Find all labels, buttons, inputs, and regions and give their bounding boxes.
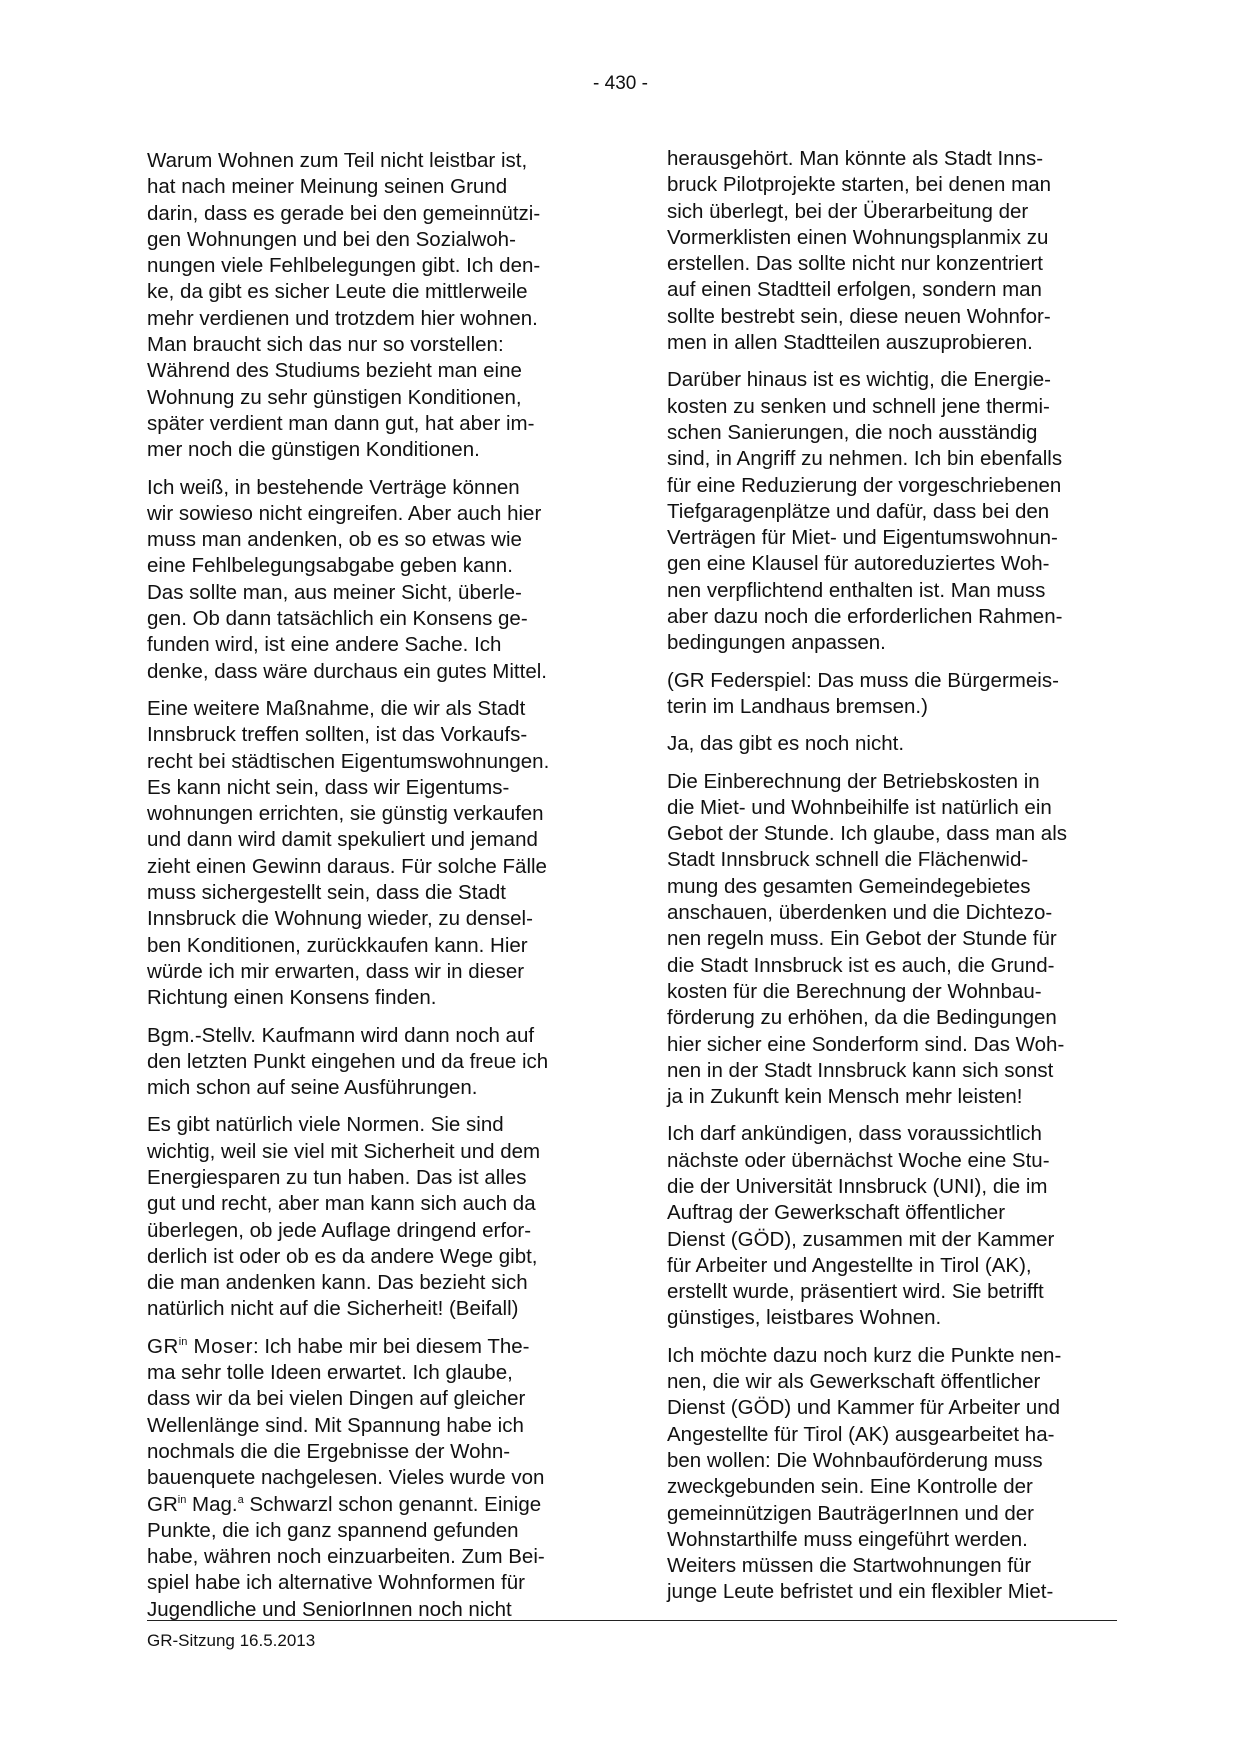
interjection: (GR Federspiel: Das muss die Bürgermeis- terin im Landhaus bremsen.) <box>667 668 1059 718</box>
paragraph: Es gibt natürlich viele Normen. Sie sind wichtig, weil sie viel mit Sicherheit und dem Energiesparen zu tun haben. Das ist alles gut und recht, aber man kann sich auch da überlegen, ob jede Auflage dringend erfor- derlich ist oder ob es da andere Wege gibt, die man andenken kann. Das bezieht sich natürlich nicht auf die Sicherheit! (Beifall) <box>147 1113 541 1321</box>
speaker-name: Moser <box>187 1334 253 1358</box>
reference-title: GR <box>147 1492 178 1516</box>
reference-mag-suffix: a <box>237 1493 244 1506</box>
reference-mag: Mag. <box>186 1492 238 1516</box>
paragraph: Warum Wohnen zum Teil nicht leistbar ist, hat nach meiner Meinung seinen Grund darin, dass es gerade bei den gemeinnützi- gen Wohnungen und bei den Sozialwoh- nungen viele Fehlbelegungen gibt. Ich den- ke, da gibt es sicher Leute die mittlerweile mehr verdienen und trotzdem hier wohnen. Man braucht sich das nur so vorstellen: Während des Studiums bezieht man eine Wohnung zu sehr günstigen Konditionen, später verdient man dann gut, hat aber im- mer noch die günstigen Konditionen. <box>147 149 541 462</box>
right-column <box>667 146 1117 1617</box>
paragraph: Ich möchte dazu noch kurz die Punkte nen- nen, die wir als Gewerkschaft öffentlicher Dienst (GÖD) und Kammer für Arbeiter und Angestellte für Tirol (AK) ausgearbeitet ha- ben wollen: Die Wohnbauförderung muss zweckgebunden sein. Eine Kontrolle der gemeinnützigen BauträgerInnen und der Wohnstarthilfe muss eingeführt werden. Weiters müssen die Startwohnungen für junge Leute befristet und ein flexibler Miet- <box>667 1343 1062 1604</box>
paragraph-text: Schwarzl schon genannt. Einige Punkte, die ich ganz spannend gefunden habe, währen noch einzuarbeiten. Zum Bei- spiel habe ich alternative Wohnformen für Jugendliche und SeniorInnen noch nicht <box>147 1492 545 1621</box>
footer-text: GR-Sitzung 16.5.2013 <box>147 1631 316 1650</box>
speaker-title: GR <box>147 1334 179 1358</box>
left-column <box>147 148 597 1634</box>
speaker-title-suffix: in <box>178 1335 188 1348</box>
paragraph: Ich weiß, in bestehende Verträge können wir sowieso nicht eingreifen. Aber auch hier muss man andenken, ob es so etwas wie eine Fehlbelegungsabgabe geben kann. Das sollte man, aus meiner Sicht, überle- gen. Ob dann tatsächlich ein Konsens ge- funden wird, ist eine andere Sache. Ich denke, dass wäre durchaus ein gutes Mittel. <box>147 475 547 683</box>
page-number: - 430 - <box>593 73 648 94</box>
paragraph: Eine weitere Maßnahme, die wir als Stadt Innsbruck treffen sollten, ist das Vorkaufs- recht bei städtischen Eigentumswohnungen. Es kann nicht sein, dass wir Eigentums- wohnungen errichten, sie günstig verkaufen und dann wird damit spekuliert und jemand zieht einen Gewinn daraus. Für solche Fälle muss sichergestellt sein, dass die Stadt Innsbruck die Wohnung wieder, zu densel- ben Konditionen, zurückkaufen kann. Hier würde ich mir erwarten, dass wir in dieser Richtung einen Konsens finden. <box>147 696 550 1010</box>
paragraph: Bgm.-Stellv. Kaufmann wird dann noch auf den letzten Punkt eingehen und da freue ich mich schon auf seine Ausführungen. <box>147 1023 549 1100</box>
speaker-paragraph <box>147 1334 597 1623</box>
footer-divider <box>147 1620 1117 1621</box>
paragraph: Ich darf ankündigen, dass voraussichtlich nächste oder übernächst Woche eine Stu- die der Universität Innsbruck (UNI), die im Auftrag der Gewerkschaft öffentlicher Dienst (GÖD), zusammen mit der Kammer für Arbeiter und Angestellte in Tirol (AK), erstellt wurde, präsentiert wird. Sie betrifft günstiges, leistbares Wohnen. <box>667 1122 1055 1330</box>
reference-title-suffix: in <box>177 1493 187 1506</box>
paragraph: Die Einberechnung der Betriebskosten in die Miet- und Wohnbeihilfe ist natürlich ein Gebot der Stunde. Ich glaube, dass man als Stadt Innsbruck schnell die Flächenwid- mung des gesamten Gemeindegebietes anschauen, überdenken und die Dichtezo- nen regeln muss. Ein Gebot der Stunde für die Stadt Innsbruck ist es auch, die Grund- kosten für die Berechnung der Wohnbau- förderung zu erhöhen, da die Bedingungen hier sicher eine Sonderform sind. Das Woh- nen in der Stadt Innsbruck kann sich sonst ja in Zukunft kein Mensch mehr leisten! <box>667 769 1068 1109</box>
paragraph: Darüber hinaus ist es wichtig, die Energie- kosten zu senken und schnell jene thermi- schen Sanierungen, die noch ausständig sind, in Angriff zu nehmen. Ich bin ebenfalls für eine Reduzierung der vorgeschriebenen Tiefgaragenplätze und dafür, dass bei den Verträgen für Miet- und Eigentumswohnun- gen eine Klausel für autoreduziertes Woh- nen verpflichtend enthalten ist. Man muss aber dazu noch die erforderlichen Rahmen- bedingungen anpassen. <box>667 368 1063 655</box>
paragraph-text: : Ich habe mir bei diesem The- ma sehr tolle Ideen erwartet. Ich glaube, dass wir da bei vielen Dingen auf gleicher Wellenlänge sind. Mit Spannung habe ich nochmals die die Ergebnisse der Wohn- bauenquete nachgelesen. Vieles wurde von <box>147 1334 545 1490</box>
paragraph: herausgehört. Man könnte als Stadt Inns- bruck Pilotprojekte starten, bei denen man sich überlegt, bei der Überarbeitung der Vormerklisten einen Wohnungsplanmix zu erstellen. Das sollte nicht nur konzentriert auf einen Stadtteil erfolgen, sondern man sollte bestrebt sein, diese neuen Wohnfor- men in allen Stadtteilen auszuprobieren. <box>667 147 1052 355</box>
paragraph: Ja, das gibt es noch nicht. <box>667 732 905 756</box>
